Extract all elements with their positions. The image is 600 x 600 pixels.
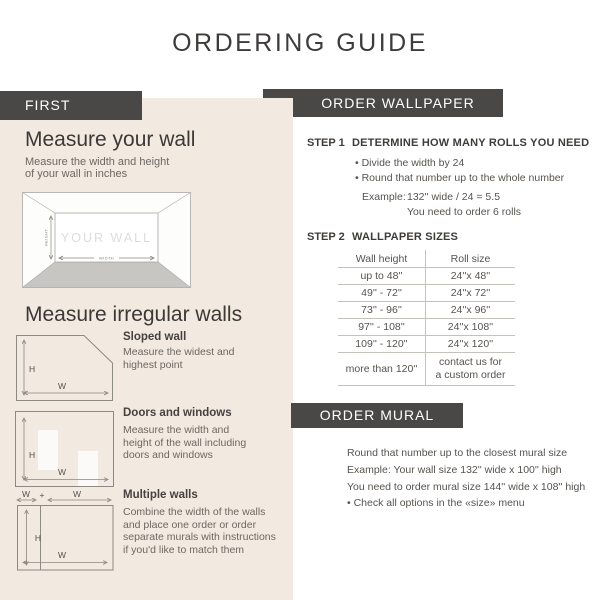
table-row — [338, 353, 515, 386]
sloped-wall-title: Sloped wall — [123, 331, 187, 343]
w2-label: W — [72, 489, 82, 499]
cell-wall-height: 97'' - 108'' — [338, 319, 426, 336]
col-header-roll-size: Roll size — [426, 250, 516, 268]
table-row — [338, 319, 515, 336]
order-mural-instructions: Round that number up to the closest mural size Example: Your wall size 132'' wide x 100'' high You need to order mural size 144'' wide x 108'' high • Check all options in the «size» menu — [347, 447, 586, 510]
h-label: H — [29, 450, 36, 460]
cell-wall-height: 49'' - 72'' — [338, 285, 426, 302]
w1-label: W — [21, 489, 31, 499]
table-row — [338, 336, 515, 353]
step1-example-label: Example: — [362, 191, 406, 203]
cell-wall-height: up to 48'' — [338, 268, 426, 285]
table-header-row — [338, 250, 515, 268]
cell-roll-size: 24''x 48'' — [426, 268, 516, 285]
doors-windows-description: Measure the width and height of the wall including doors and windows — [123, 424, 247, 461]
wall-perspective-diagram — [22, 192, 191, 288]
table-row — [338, 285, 515, 302]
doors-windows-diagram — [15, 411, 114, 487]
col-header-wall-height: Wall height — [338, 250, 426, 268]
step2-label: STEP 2 — [307, 231, 345, 243]
window-shape — [38, 430, 58, 470]
order-wallpaper-section-header: ORDER WALLPAPER — [263, 89, 503, 117]
cell-roll-size: 24''x 72'' — [426, 285, 516, 302]
h-label: H — [34, 533, 42, 543]
page-title: ORDERING GUIDE — [172, 29, 428, 57]
cell-wall-height: 73'' - 96'' — [338, 302, 426, 319]
height-label: HEIGHT — [43, 228, 49, 247]
order-mural-section-header: ORDER MURAL — [291, 403, 463, 428]
plus-label: + — [39, 490, 45, 500]
h-label: H — [29, 364, 36, 374]
step1-example-result: You need to order 6 rolls — [407, 206, 522, 218]
cell-roll-size: 24''x 96'' — [426, 302, 516, 319]
w-label: W — [57, 467, 67, 477]
doors-windows-title: Doors and windows — [123, 407, 232, 419]
multiple-walls-title: Multiple walls — [123, 489, 198, 501]
sloped-wall-description: Measure the widest and highest point — [123, 346, 235, 371]
wallpaper-sizes-table — [338, 250, 515, 386]
measure-irregular-heading: Measure irregular walls — [25, 303, 243, 326]
step1-bullets: • Divide the width by 24 • Round that number up to the whole number — [355, 157, 565, 184]
sloped-wall-diagram — [16, 334, 113, 402]
cell-roll-size: 24''x 108'' — [426, 319, 516, 336]
width-label: WIDTH — [98, 255, 115, 261]
walls-outline — [18, 506, 114, 571]
cell-wall-height: 109'' - 120'' — [338, 336, 426, 353]
step1-title: DETERMINE HOW MANY ROLLS YOU NEED — [352, 137, 590, 149]
cell-roll-size: contact us for a custom order — [426, 353, 516, 386]
measure-wall-heading: Measure your wall — [25, 128, 196, 151]
table-row — [338, 302, 515, 319]
first-section-header: FIRST — [0, 91, 142, 120]
door-shape — [78, 451, 98, 486]
multiple-walls-diagram — [15, 489, 116, 573]
cell-wall-height: more than 120'' — [338, 353, 426, 386]
table-row — [338, 268, 515, 285]
w-label: W — [57, 550, 67, 560]
multiple-walls-description: Combine the width of the walls and place one order or order separate murals with instructions if you'd like to match them — [123, 506, 276, 556]
step1-example-value: 132'' wide / 24 = 5.5 — [407, 191, 501, 203]
w-label: W — [57, 381, 67, 391]
step1-label: STEP 1 — [307, 137, 345, 149]
measure-wall-description: Measure the width and height of your wall in inches — [25, 156, 170, 180]
step2-title: WALLPAPER SIZES — [352, 231, 459, 243]
cell-roll-size: 24''x 120'' — [426, 336, 516, 353]
your-wall-label: YOUR WALL — [60, 231, 153, 245]
